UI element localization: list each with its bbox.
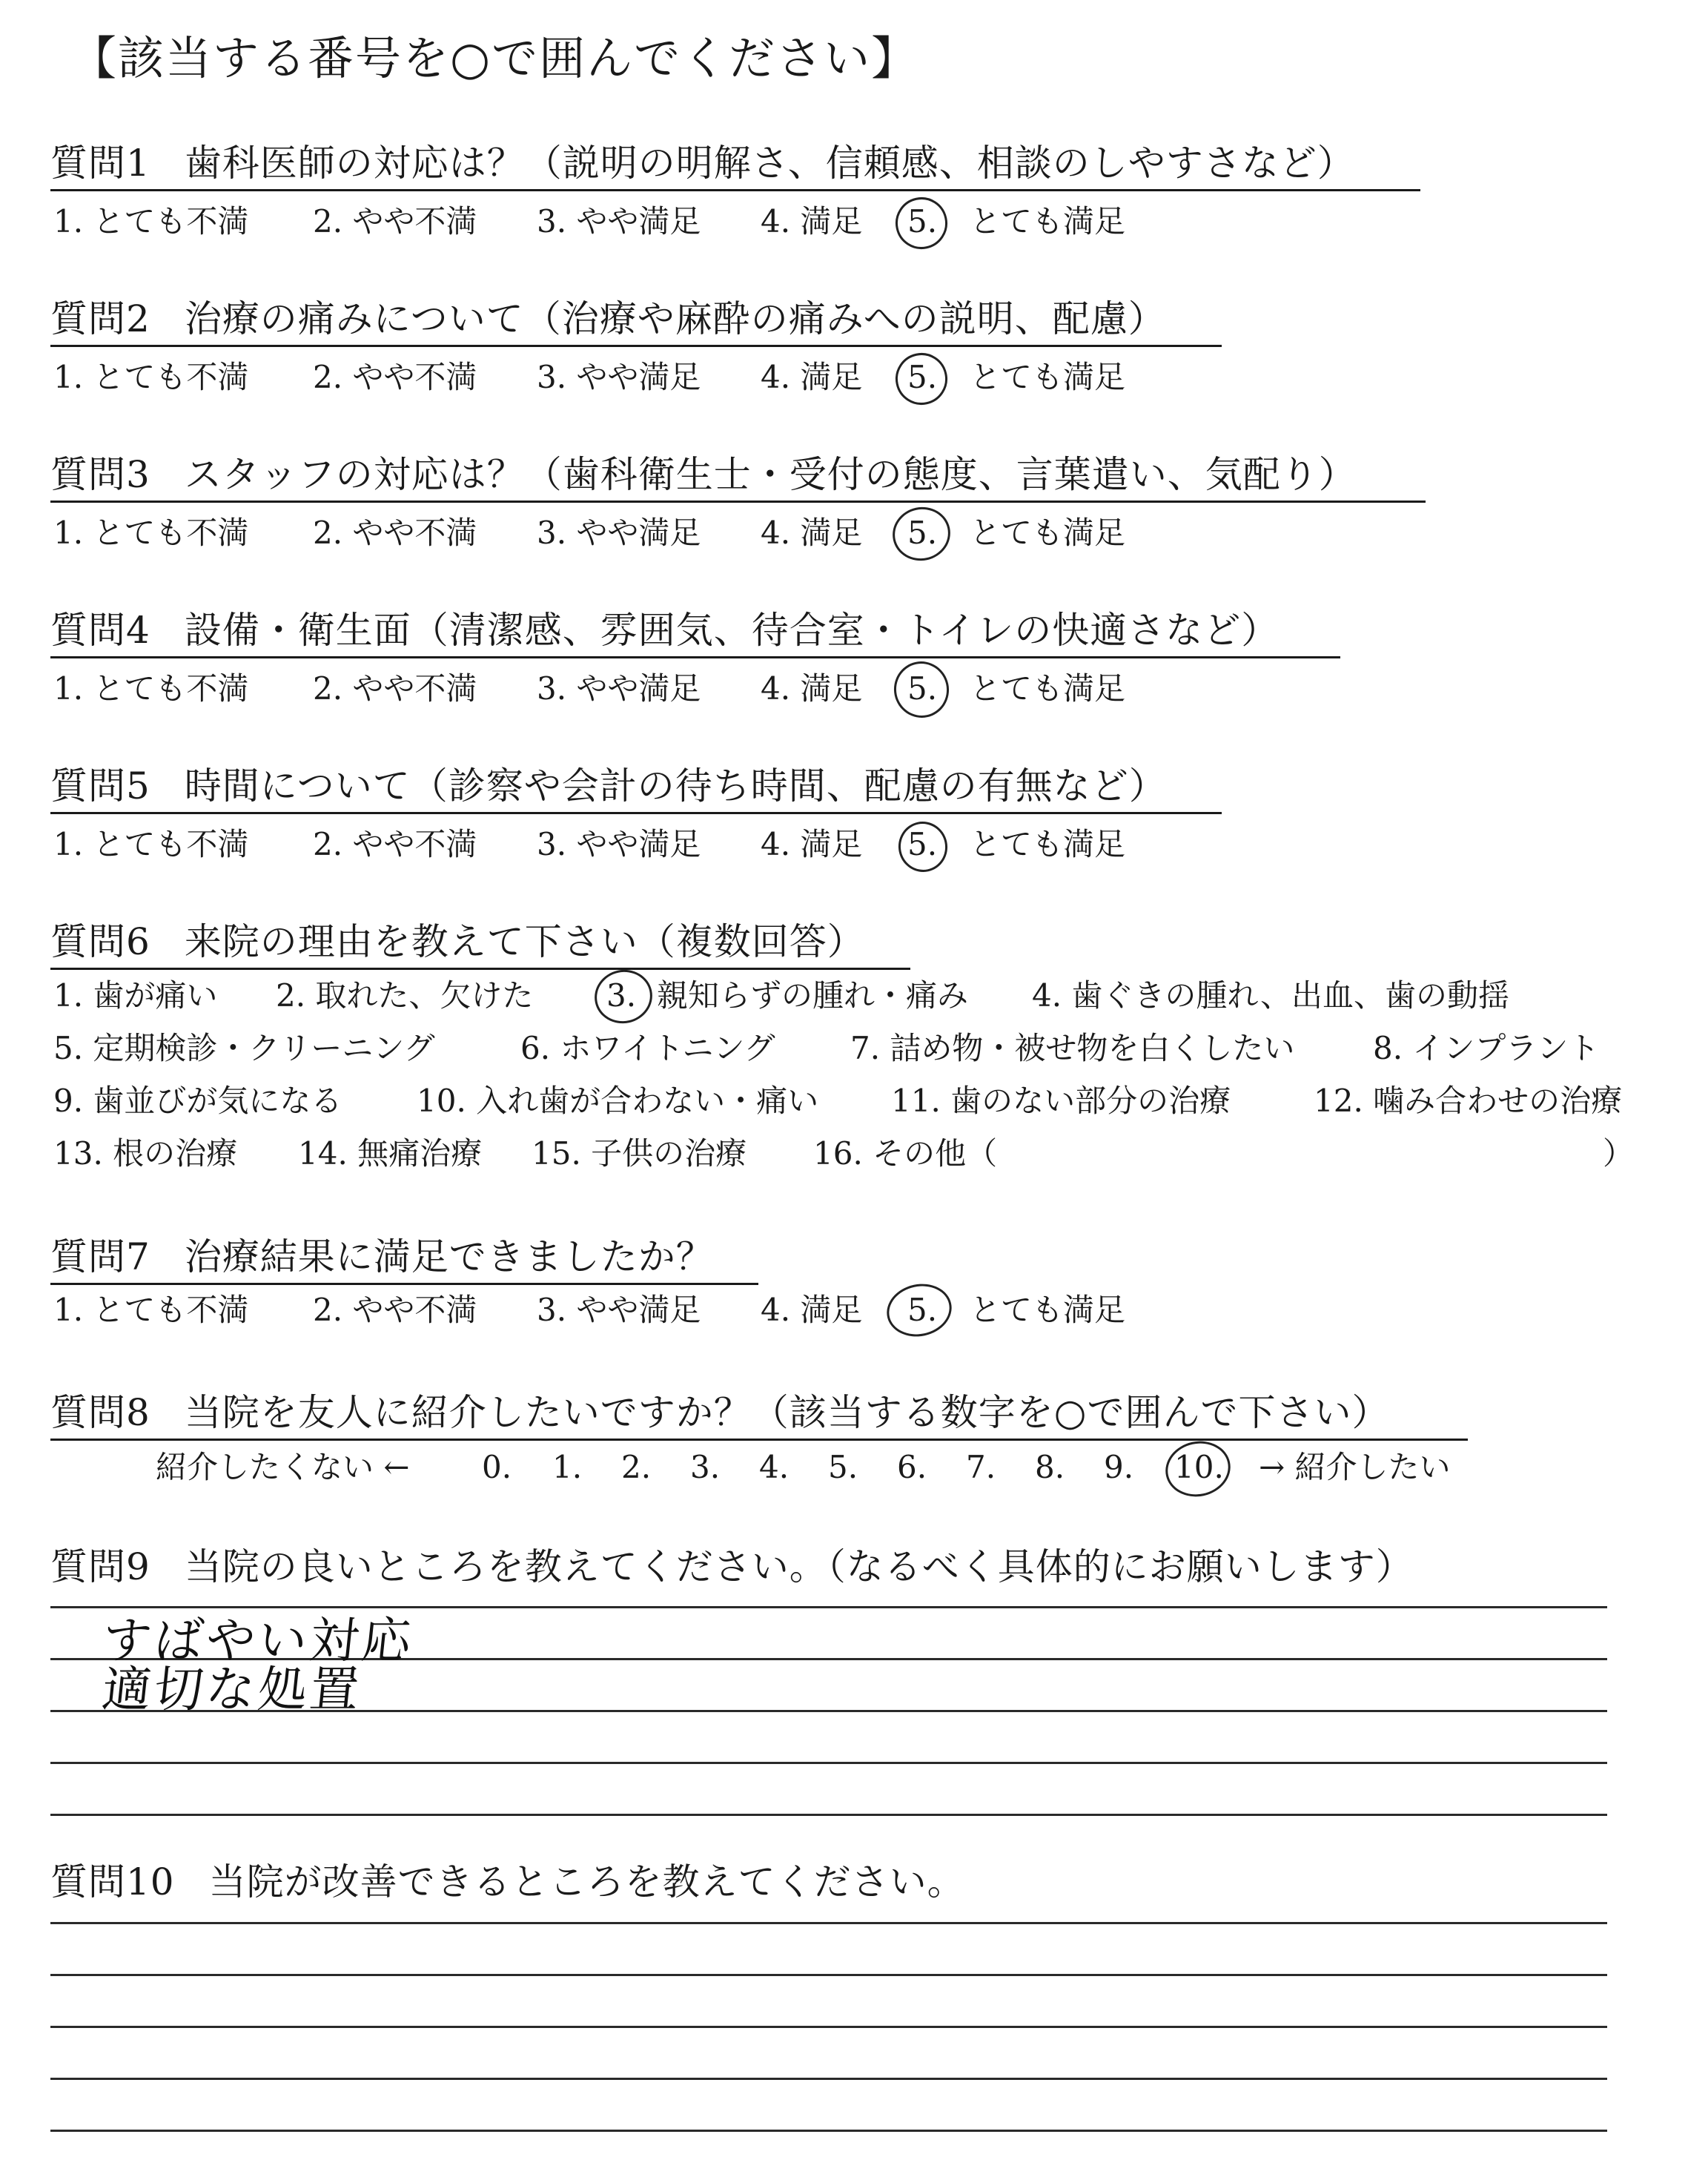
q5-selection-circle	[894, 817, 953, 876]
q4-option-5[interactable]: 5.	[907, 670, 938, 707]
question-2-heading	[50, 297, 1222, 347]
q5-option-1[interactable]: 1. とても不満	[53, 826, 249, 862]
q10-answer-line-2[interactable]	[50, 1974, 1607, 1976]
q2-option-5[interactable]: 5.	[907, 359, 938, 395]
question-6-text: 来院の理由を教えて下さい（複数回答）	[184, 920, 865, 963]
q1-option-4[interactable]: 4. 満足	[761, 203, 863, 240]
question-7-options	[53, 1292, 1239, 1329]
q2-option-4[interactable]: 4. 満足	[761, 359, 863, 395]
q1-option-1[interactable]: 1. とても不満	[53, 203, 249, 240]
question-1-label: 質問1	[50, 142, 150, 185]
q5-option-5-label: とても満足	[970, 826, 1126, 862]
q8-selection-circle	[1160, 1436, 1235, 1503]
question-6-label: 質問6	[50, 920, 150, 963]
question-3-label: 質問3	[50, 453, 150, 496]
q8-scale-5[interactable]: 5.	[828, 1449, 858, 1485]
q2-option-1[interactable]: 1. とても不満	[53, 359, 249, 395]
q7-option-1[interactable]: 1. とても不満	[53, 1292, 249, 1328]
question-8-label: 質問8	[50, 1391, 150, 1434]
q7-option-3[interactable]: 3. やや満足	[537, 1292, 701, 1328]
q6-option-16-close: ）	[1603, 1135, 1635, 1172]
question-2-options	[53, 359, 1239, 396]
q4-option-3[interactable]: 3. やや満足	[537, 670, 701, 707]
q7-option-4[interactable]: 4. 満足	[761, 1292, 863, 1328]
form-title: 【該当する番号を○で囲んでください】	[70, 31, 919, 85]
q4-option-2[interactable]: 2. やや不満	[313, 670, 477, 707]
question-10-label: 質問10	[50, 1860, 175, 1903]
q10-answer-line-4[interactable]	[50, 2078, 1607, 2080]
q1-selection-circle	[890, 192, 952, 254]
question-10-text: 当院が改善できるところを教えてください。	[208, 1860, 965, 1903]
question-3-heading	[50, 453, 1426, 503]
question-6-options-row-4	[53, 1135, 1669, 1172]
q2-option-5-label: とても満足	[970, 359, 1126, 395]
question-7-text: 治療結果に満足できましたか？	[184, 1235, 714, 1278]
q2-option-3[interactable]: 3. やや満足	[537, 359, 701, 395]
q9-handwritten-answer-1: すばやい対応	[99, 1612, 417, 1669]
question-9-label: 質問9	[50, 1545, 150, 1588]
q10-answer-line-5[interactable]	[50, 2130, 1607, 2132]
q6-option-9[interactable]: 9. 歯並びが気になる	[53, 1083, 342, 1119]
question-4-label: 質問4	[50, 609, 150, 652]
q6-option-2[interactable]: 2. 取れた、欠けた	[276, 977, 534, 1014]
q4-option-4[interactable]: 4. 満足	[761, 670, 863, 707]
q7-selection-circle	[882, 1278, 957, 1343]
question-5-options	[53, 826, 1239, 863]
q6-option-1[interactable]: 1. 歯が痛い	[53, 977, 218, 1014]
q8-scale-10[interactable]: 10.	[1174, 1449, 1224, 1485]
q5-option-3[interactable]: 3. やや満足	[537, 826, 701, 862]
q6-option-7[interactable]: 7. 詰め物・被せ物を白くしたい	[850, 1030, 1295, 1066]
q7-option-2[interactable]: 2. やや不満	[313, 1292, 477, 1328]
question-6-heading	[50, 920, 910, 970]
q6-option-13[interactable]: 13. 根の治療	[53, 1135, 238, 1172]
q7-option-5[interactable]: 5.	[907, 1292, 938, 1328]
q1-option-5-label: とても満足	[970, 203, 1126, 240]
q6-option-3-label: 親知らずの腫れ・痛み	[657, 977, 969, 1014]
question-4-heading	[50, 609, 1340, 658]
q8-scale-left-label: 紹介したくない ←	[156, 1449, 410, 1485]
q6-option-4[interactable]: 4. 歯ぐきの腫れ、出血、歯の動揺	[1032, 977, 1509, 1014]
question-1-text: 歯科医師の対応は？（説明の明解さ、信頼感、相談のしやすさなど）	[184, 142, 1355, 185]
question-8-text: 当院を友人に紹介したいですか？（該当する数字を○で囲んで下さい）	[184, 1391, 1390, 1434]
q6-option-14[interactable]: 14. 無痛治療	[298, 1135, 483, 1172]
q3-option-1[interactable]: 1. とても不満	[53, 515, 249, 551]
question-6-options-row-2	[53, 1030, 1669, 1067]
q3-option-5[interactable]: 5.	[907, 515, 938, 551]
q8-scale-0[interactable]: 0.	[482, 1449, 512, 1485]
q4-option-5-label: とても満足	[970, 670, 1126, 707]
q8-scale-6[interactable]: 6.	[897, 1449, 927, 1485]
q1-option-3[interactable]: 3. やや満足	[537, 203, 701, 240]
q6-option-10[interactable]: 10. 入れ歯が合わない・痛い	[417, 1083, 819, 1119]
q2-selection-circle	[890, 348, 952, 409]
q6-option-11[interactable]: 11. 歯のない部分の治療	[891, 1083, 1231, 1119]
question-9-heading	[50, 1545, 1414, 1588]
question-7-label: 質問7	[50, 1235, 150, 1278]
question-1-heading	[50, 142, 1420, 191]
q6-option-15[interactable]: 15. 子供の治療	[532, 1135, 747, 1172]
q10-answer-line-1[interactable]	[50, 1922, 1607, 1924]
q6-option-12[interactable]: 12. 噛み合わせの治療	[1314, 1083, 1623, 1119]
question-3-text: スタッフの対応は？（歯科衛生士・受付の態度、言葉遣い、気配り）	[184, 453, 1357, 496]
q10-answer-line-3[interactable]	[50, 2026, 1607, 2028]
question-5-label: 質問5	[50, 764, 150, 807]
q5-option-4[interactable]: 4. 満足	[761, 826, 863, 862]
question-5-text: 時間について（診察や会計の待ち時間、配慮の有無など）	[184, 764, 1167, 807]
q6-option-16[interactable]: 16. その他（	[813, 1135, 998, 1172]
question-4-options	[53, 670, 1239, 707]
question-5-heading	[50, 764, 1222, 814]
question-4-text: 設備・衛生面（清潔感、雰囲気、待合室・トイレの快適さなど）	[184, 609, 1280, 652]
q3-selection-circle	[887, 502, 955, 567]
question-10-heading	[50, 1860, 965, 1903]
q3-option-4[interactable]: 4. 満足	[761, 515, 863, 551]
q8-scale-4[interactable]: 4.	[759, 1449, 790, 1485]
q8-scale-right-label: → 紹介したい	[1259, 1449, 1451, 1485]
question-2-label: 質問2	[50, 297, 150, 340]
q8-scale-3[interactable]: 3.	[690, 1449, 721, 1485]
q1-option-5[interactable]: 5.	[907, 203, 938, 240]
q3-option-5-label: とても満足	[970, 515, 1126, 551]
question-7-heading	[50, 1235, 758, 1285]
q9-answer-line-4[interactable]	[50, 1762, 1607, 1764]
q6-option-5[interactable]: 5. 定期検診・クリーニング	[53, 1030, 435, 1066]
q7-option-5-label: とても満足	[970, 1292, 1126, 1328]
q6-option-3[interactable]: 3.	[606, 977, 637, 1014]
q8-scale-9[interactable]: 9.	[1104, 1449, 1134, 1485]
q6-option-6[interactable]: 6. ホワイトニング	[520, 1030, 775, 1066]
q4-selection-circle	[889, 656, 954, 723]
question-6-options-row-1	[53, 977, 1669, 1014]
q9-handwritten-answer-2: 適切な処置	[99, 1661, 365, 1718]
q5-option-5[interactable]: 5.	[907, 826, 938, 862]
q5-option-2[interactable]: 2. やや不満	[313, 826, 477, 862]
q2-option-2[interactable]: 2. やや不満	[313, 359, 477, 395]
q8-scale-1[interactable]: 1.	[552, 1449, 583, 1485]
q8-scale-7[interactable]: 7.	[966, 1449, 996, 1485]
q8-scale-8[interactable]: 8.	[1035, 1449, 1065, 1485]
question-9-text: 当院の良いところを教えてください。（なるべく具体的にお願いします）	[184, 1545, 1414, 1588]
question-6-options-row-3	[53, 1083, 1669, 1120]
question-1-options	[53, 203, 1239, 240]
q9-answer-line-1[interactable]	[50, 1606, 1607, 1608]
q3-option-2[interactable]: 2. やや不満	[313, 515, 477, 551]
question-8-heading	[50, 1391, 1468, 1441]
question-3-options	[53, 515, 1239, 552]
q4-option-1[interactable]: 1. とても不満	[53, 670, 249, 707]
q1-option-2[interactable]: 2. やや不満	[313, 203, 477, 240]
q6-option-8[interactable]: 8. インプラント	[1373, 1030, 1600, 1066]
q6-selection-circle	[589, 965, 657, 1029]
q9-answer-line-5[interactable]	[50, 1814, 1607, 1816]
question-8-scale	[156, 1449, 1490, 1486]
q8-scale-2[interactable]: 2.	[621, 1449, 652, 1485]
q3-option-3[interactable]: 3. やや満足	[537, 515, 701, 551]
question-2-text: 治療の痛みについて（治療や麻酔の痛みへの説明、配慮）	[184, 297, 1166, 340]
